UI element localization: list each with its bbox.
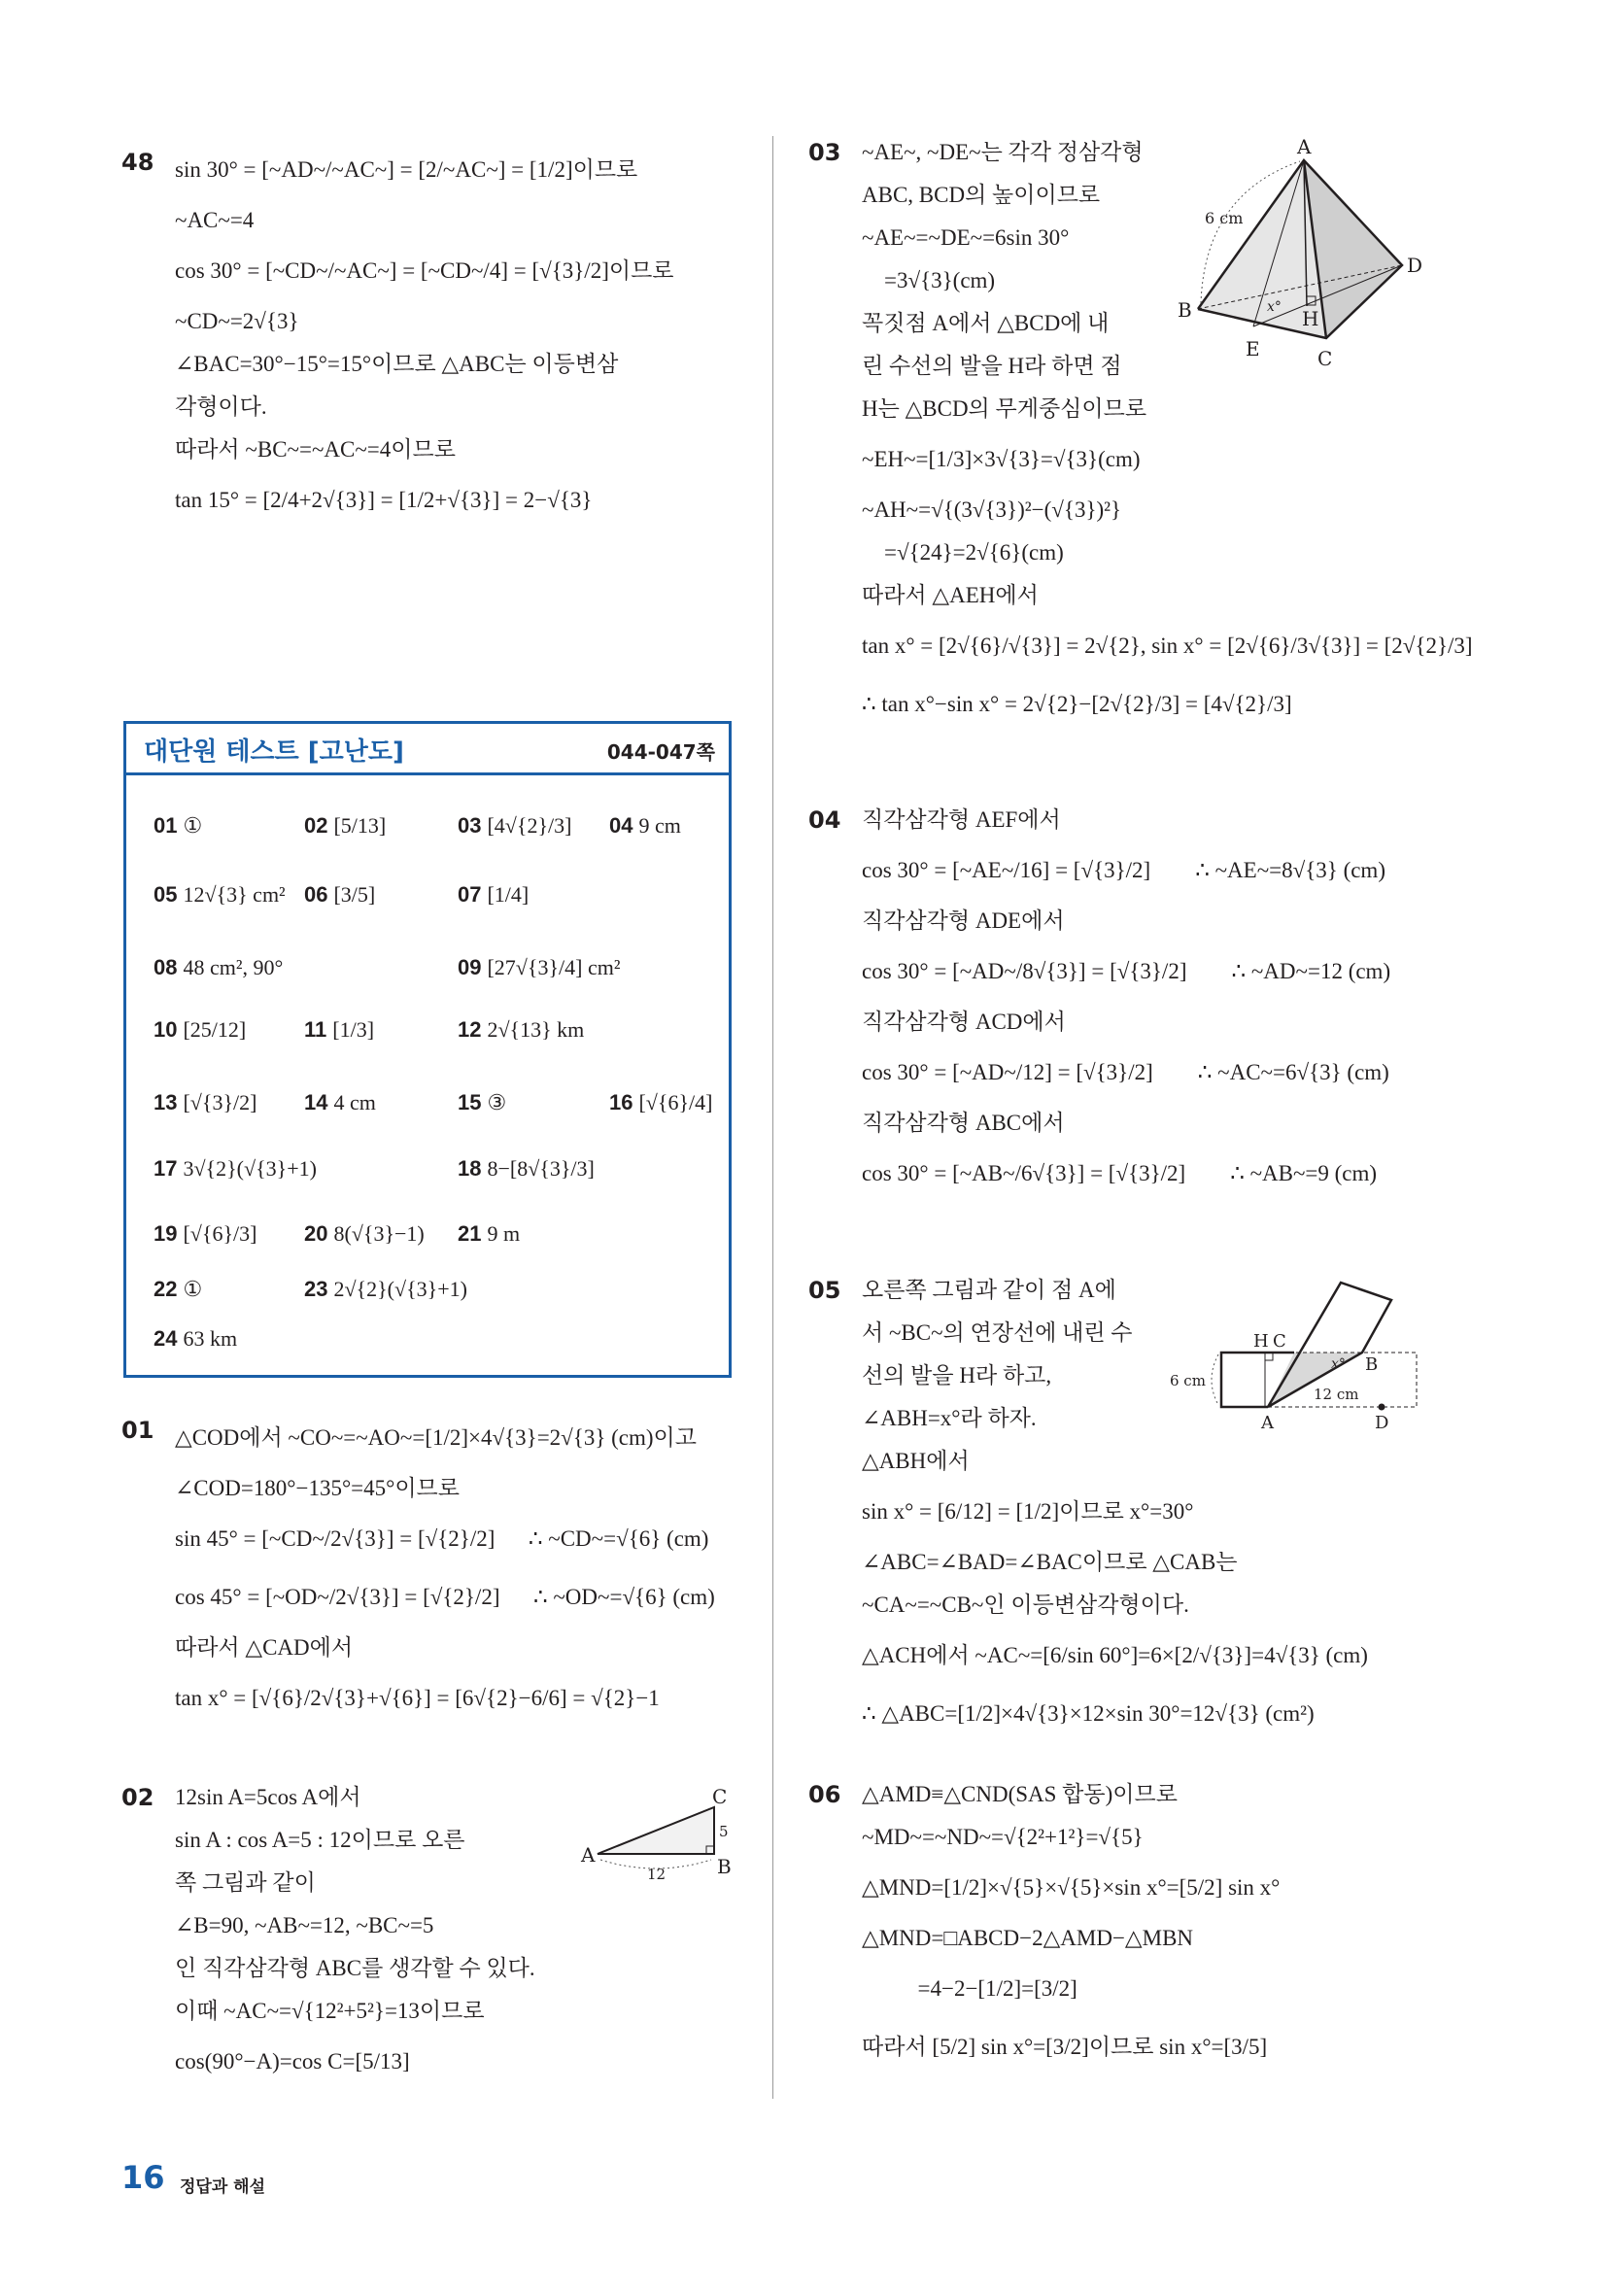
answer-number: 21 (458, 1221, 482, 1246)
answer-value: 8(√{3}−1) (333, 1221, 425, 1246)
answer-value: [1/3] (332, 1017, 375, 1042)
section-label: 정답과 해설 (180, 2177, 266, 2197)
answer-item (304, 1017, 374, 1043)
solution-line: ∠BAC=30°−15°=15°이므로 △ABC는 이등변삼 (175, 352, 619, 376)
answer-item (304, 882, 375, 908)
solution-line: ∴ tan x°−sin x° = 2√{2}−[2√{2}/3] = [4√{2}/3] (862, 692, 1292, 716)
answer-value: [4√{2}/3] (487, 813, 572, 838)
answer-value: 63 km (183, 1326, 238, 1351)
box-title: 대단원 테스트 [고난도] (144, 737, 404, 767)
answer-item (304, 813, 386, 839)
answer-value: ① (183, 813, 203, 838)
solution-line: 직각삼각형 ADE에서 (862, 908, 1065, 933)
answer-number: 12 (458, 1017, 482, 1042)
problem-number: 02 (121, 1784, 154, 1811)
answer-item (458, 813, 571, 839)
solution-line: 따라서 [5/2] sin x°=[3/2]이므로 sin x°=[3/5] (862, 2035, 1268, 2059)
solution-line: 직각삼각형 ABC에서 (862, 1111, 1065, 1135)
solution-line: ~CD~=2√{3} (175, 309, 299, 333)
answer-item (154, 955, 283, 980)
solution-line: △MND=[1/2]×√{5}×√{5}×sin x°=[5/2] sin x° (862, 1875, 1281, 1900)
answer-value: 2√{2}(√{3}+1) (333, 1277, 467, 1301)
label-h: H (1253, 1331, 1269, 1352)
page-number: 16 (121, 2159, 165, 2196)
label-a: A (1261, 1413, 1274, 1433)
answer-number: 19 (154, 1221, 178, 1246)
solution-line: ~AE~, ~DE~는 각각 정삼각형 (862, 140, 1144, 164)
answer-number: 16 (609, 1090, 633, 1114)
answer-item (304, 1221, 425, 1247)
solution-line: =√{24}=2√{6}(cm) (862, 540, 1064, 565)
label-d: D (1407, 254, 1423, 277)
solution-line: 직각삼각형 ACD에서 (862, 1010, 1066, 1034)
answer-number: 10 (154, 1017, 178, 1042)
answer-value: [√{3}/2] (183, 1090, 257, 1114)
answer-number: 24 (154, 1326, 178, 1351)
solution-line: ~AC~=4 (175, 208, 255, 232)
solution-line: cos 30° = [~AB~/6√{3}] = [√{3}/2] ∴ ~AB~=9 (cm) (862, 1161, 1378, 1185)
answer-value: 3√{2}(√{3}+1) (183, 1156, 317, 1181)
solution-line: cos(90°−A)=cos C=[5/13] (175, 2049, 410, 2073)
solution-line: △ACH에서 ~AC~=[6/sin 60°]=6×[2/√{3}]=4√{3} (cm) (862, 1643, 1368, 1667)
folded-paper-figure (1166, 1273, 1428, 1457)
solution-line: 서 ~BC~의 연장선에 내린 수 (862, 1320, 1133, 1345)
solution-line: ~CA~=~CB~인 이등변삼각형이다. (862, 1593, 1189, 1617)
solution-line: ∠B=90, ~AB~=12, ~BC~=5 (175, 1913, 434, 1937)
label-b: B (1178, 298, 1192, 322)
solution-line: 오른쪽 그림과 같이 점 A에 (862, 1278, 1116, 1302)
solution-line: 따라서 ~BC~=~AC~=4이므로 (175, 437, 456, 462)
solution-line: =3√{3}(cm) (862, 268, 996, 292)
answer-value: 8−[8√{3}/3] (487, 1156, 595, 1181)
solution-line: sin A : cos A=5 : 12이므로 오른 (175, 1828, 465, 1852)
answer-value: [5/13] (333, 813, 387, 838)
answer-value: [√{6}/4] (638, 1090, 713, 1114)
solution-line: 따라서 △CAD에서 (175, 1635, 354, 1660)
solution-line: ~AE~=~DE~=6sin 30° (862, 225, 1070, 250)
label-a: A (581, 1843, 596, 1867)
answer-number: 09 (458, 955, 482, 979)
answer-item (154, 1017, 246, 1043)
answer-number: 07 (458, 882, 482, 907)
problem-number: 06 (808, 1781, 841, 1808)
problem-number: 03 (808, 139, 841, 166)
answer-item (154, 813, 202, 839)
label-c: C (712, 1788, 728, 1808)
label-c: C (1317, 347, 1333, 370)
solution-line: 각형이다. (175, 394, 267, 419)
answer-item (458, 1090, 506, 1115)
label-edge: 6 cm (1205, 209, 1244, 227)
answer-value: ① (183, 1277, 203, 1301)
answer-number: 13 (154, 1090, 178, 1114)
answer-item (458, 955, 620, 980)
answer-number: 06 (304, 882, 328, 907)
solution-line: 린 수선의 발을 H라 하면 점 (862, 354, 1122, 378)
solution-line: ~EH~=[1/3]×3√{3}=√{3}(cm) (862, 447, 1141, 471)
answer-value: 9 m (487, 1221, 521, 1246)
answer-value: 48 cm², 90° (183, 955, 284, 979)
solution-line: H는 △BCD의 무게중심이므로 (862, 396, 1147, 421)
column-divider (772, 136, 773, 2099)
label-d: D (1375, 1413, 1389, 1433)
label-ab: 12 cm (1314, 1386, 1359, 1403)
label-side: 6 cm (1170, 1372, 1206, 1389)
answer-number: 23 (304, 1277, 328, 1301)
solution-line: sin 30° = [~AD~/~AC~] = [2/~AC~] = [1/2]이므로 (175, 157, 638, 182)
answer-item (154, 1221, 256, 1247)
problem-number: 48 (121, 149, 154, 176)
answer-value: ③ (487, 1090, 507, 1114)
answer-item (458, 1017, 584, 1043)
label-bc: 5 (719, 1823, 729, 1840)
label-b: B (1365, 1354, 1379, 1375)
answer-number: 01 (154, 813, 178, 838)
solution-line: △ABH에서 (862, 1449, 970, 1473)
problem-number: 05 (808, 1277, 841, 1304)
answer-number: 08 (154, 955, 178, 979)
answer-number: 15 (458, 1090, 482, 1114)
solution-lines (862, 799, 1390, 1203)
answer-number: 11 (304, 1017, 327, 1042)
answer-item (154, 1090, 256, 1115)
solution-line: tan x° = [√{6}/2√{3}+√{6}] = [6√{2}−6/6] = √{2}−1 (175, 1686, 660, 1710)
answer-value: [25/12] (183, 1017, 247, 1042)
answer-number: 04 (609, 813, 633, 838)
answer-number: 14 (304, 1090, 328, 1114)
answer-item (304, 1277, 467, 1302)
label-e: E (1246, 337, 1260, 360)
page-range: 044-047쪽 (606, 740, 715, 764)
answer-item (154, 882, 286, 908)
label-c: C (1273, 1331, 1286, 1352)
box-header (126, 724, 729, 775)
answer-value: [√{6}/3] (183, 1221, 257, 1246)
answer-item (154, 1277, 202, 1302)
answer-number: 18 (458, 1156, 482, 1181)
answer-item (458, 882, 529, 908)
solution-line: ABC, BCD의 높이이므로 (862, 183, 1101, 207)
solution-line: ∠COD=180°−135°=45°이므로 (175, 1476, 460, 1500)
solution-line: 선의 발을 H라 하고, (862, 1363, 1052, 1388)
label-b: B (717, 1855, 732, 1878)
label-h: H (1302, 307, 1319, 330)
problem-number: 01 (121, 1417, 154, 1444)
label-angle: x° (1331, 1356, 1346, 1372)
solution-line: cos 30° = [~AE~/16] = [√{3}/2] ∴ ~AE~=8√{3} (cm) (862, 858, 1385, 882)
tetrahedron-figure (1166, 126, 1438, 379)
answer-item (154, 1156, 317, 1182)
solution-line: sin 45° = [~CD~/2√{3}] = [√{2}/2] ∴ ~CD~=√{6} (cm) (175, 1526, 709, 1551)
solution-line: ∴ △ABC=[1/2]×4√{3}×12×sin 30°=12√{3} (cm²) (862, 1701, 1315, 1726)
solution-line: ∠ABC=∠BAD=∠BAC이므로 △CAB는 (862, 1550, 1238, 1574)
solution-line: 이때 ~AC~=√{12²+5²}=13이므로 (175, 1999, 485, 2023)
solution-line: △COD에서 ~CO~=~AO~=[1/2]×4√{3}=2√{3} (cm)이고 (175, 1425, 697, 1450)
solution-line: ∠ABH=x°라 하자. (862, 1406, 1037, 1430)
solution-line: 인 직각삼각형 ABC를 생각할 수 있다. (175, 1956, 535, 1980)
answer-item (609, 1090, 712, 1115)
answer-value: [3/5] (333, 882, 376, 907)
solution-line: tan x° = [2√{6}/√{3}] = 2√{2}, sin x° = [2√{6}/3√{3}] = [2√{2}/3] (862, 634, 1473, 658)
answer-value: 4 cm (333, 1090, 376, 1114)
solution-lines (175, 141, 674, 530)
answer-number: 03 (458, 813, 482, 838)
solution-line: 12sin A=5cos A에서 (175, 1785, 361, 1809)
solution-line: 쪽 그림과 같이 (175, 1870, 316, 1895)
answer-value: 12√{3} cm² (183, 882, 286, 907)
answer-value: [1/4] (487, 882, 530, 907)
answer-value: [27√{3}/4] cm² (487, 955, 621, 979)
solution-lines (175, 1409, 715, 1728)
problem-number: 04 (808, 806, 841, 834)
answer-item (154, 1326, 237, 1352)
solution-line: ~MD~=~ND~=√{2²+1²}=√{5} (862, 1825, 1144, 1849)
unit-test-answer-box (123, 721, 732, 1378)
solution-line: 직각삼각형 AEF에서 (862, 807, 1061, 832)
solution-line: sin x° = [6/12] = [1/2]이므로 x°=30° (862, 1499, 1194, 1524)
answer-number: 02 (304, 813, 328, 838)
right-triangle-figure (573, 1788, 738, 1885)
solution-lines (175, 1776, 535, 2091)
solution-line: △AMD≡△CND(SAS 합동)이므로 (862, 1782, 1178, 1806)
solution-line: cos 30° = [~CD~/~AC~] = [~CD~/4] = [√{3}/2]이므로 (175, 258, 674, 283)
answer-number: 05 (154, 882, 178, 907)
solution-line: △MND=□ABCD−2△AMD−△MBN (862, 1926, 1194, 1950)
solution-lines (862, 1773, 1280, 2076)
solution-line: ~AH~=√{(3√{3})²−(√{3})²} (862, 497, 1122, 522)
solution-line: cos 45° = [~OD~/2√{3}] = [√{2}/2] ∴ ~OD~=√{6} (cm) (175, 1585, 715, 1609)
solution-line: cos 30° = [~AD~/12] = [√{3}/2] ∴ ~AC~=6√{3} (cm) (862, 1060, 1389, 1084)
label-angle: x° (1267, 299, 1282, 315)
answer-item (458, 1221, 520, 1247)
answer-item (609, 813, 681, 839)
answer-number: 17 (154, 1156, 178, 1181)
answer-value: 9 cm (638, 813, 681, 838)
solution-line: =4−2−[1/2]=[3/2] (862, 1976, 1077, 2001)
answer-number: 22 (154, 1277, 178, 1301)
answer-item (304, 1090, 376, 1115)
solution-line: cos 30° = [~AD~/8√{3}] = [√{3}/2] ∴ ~AD~=12 (cm) (862, 959, 1391, 983)
label-a: A (1297, 135, 1312, 158)
label-ab: 12 (647, 1866, 667, 1883)
solution-line: 꼭짓점 A에서 △BCD에 내 (862, 311, 1110, 335)
answer-item (458, 1156, 595, 1182)
answer-number: 20 (304, 1221, 328, 1246)
solution-line: 따라서 △AEH에서 (862, 583, 1039, 607)
answer-value: 2√{13} km (487, 1017, 585, 1042)
solution-line: tan 15° = [2/4+2√{3}] = [1/2+√{3}] = 2−√{3} (175, 488, 593, 512)
